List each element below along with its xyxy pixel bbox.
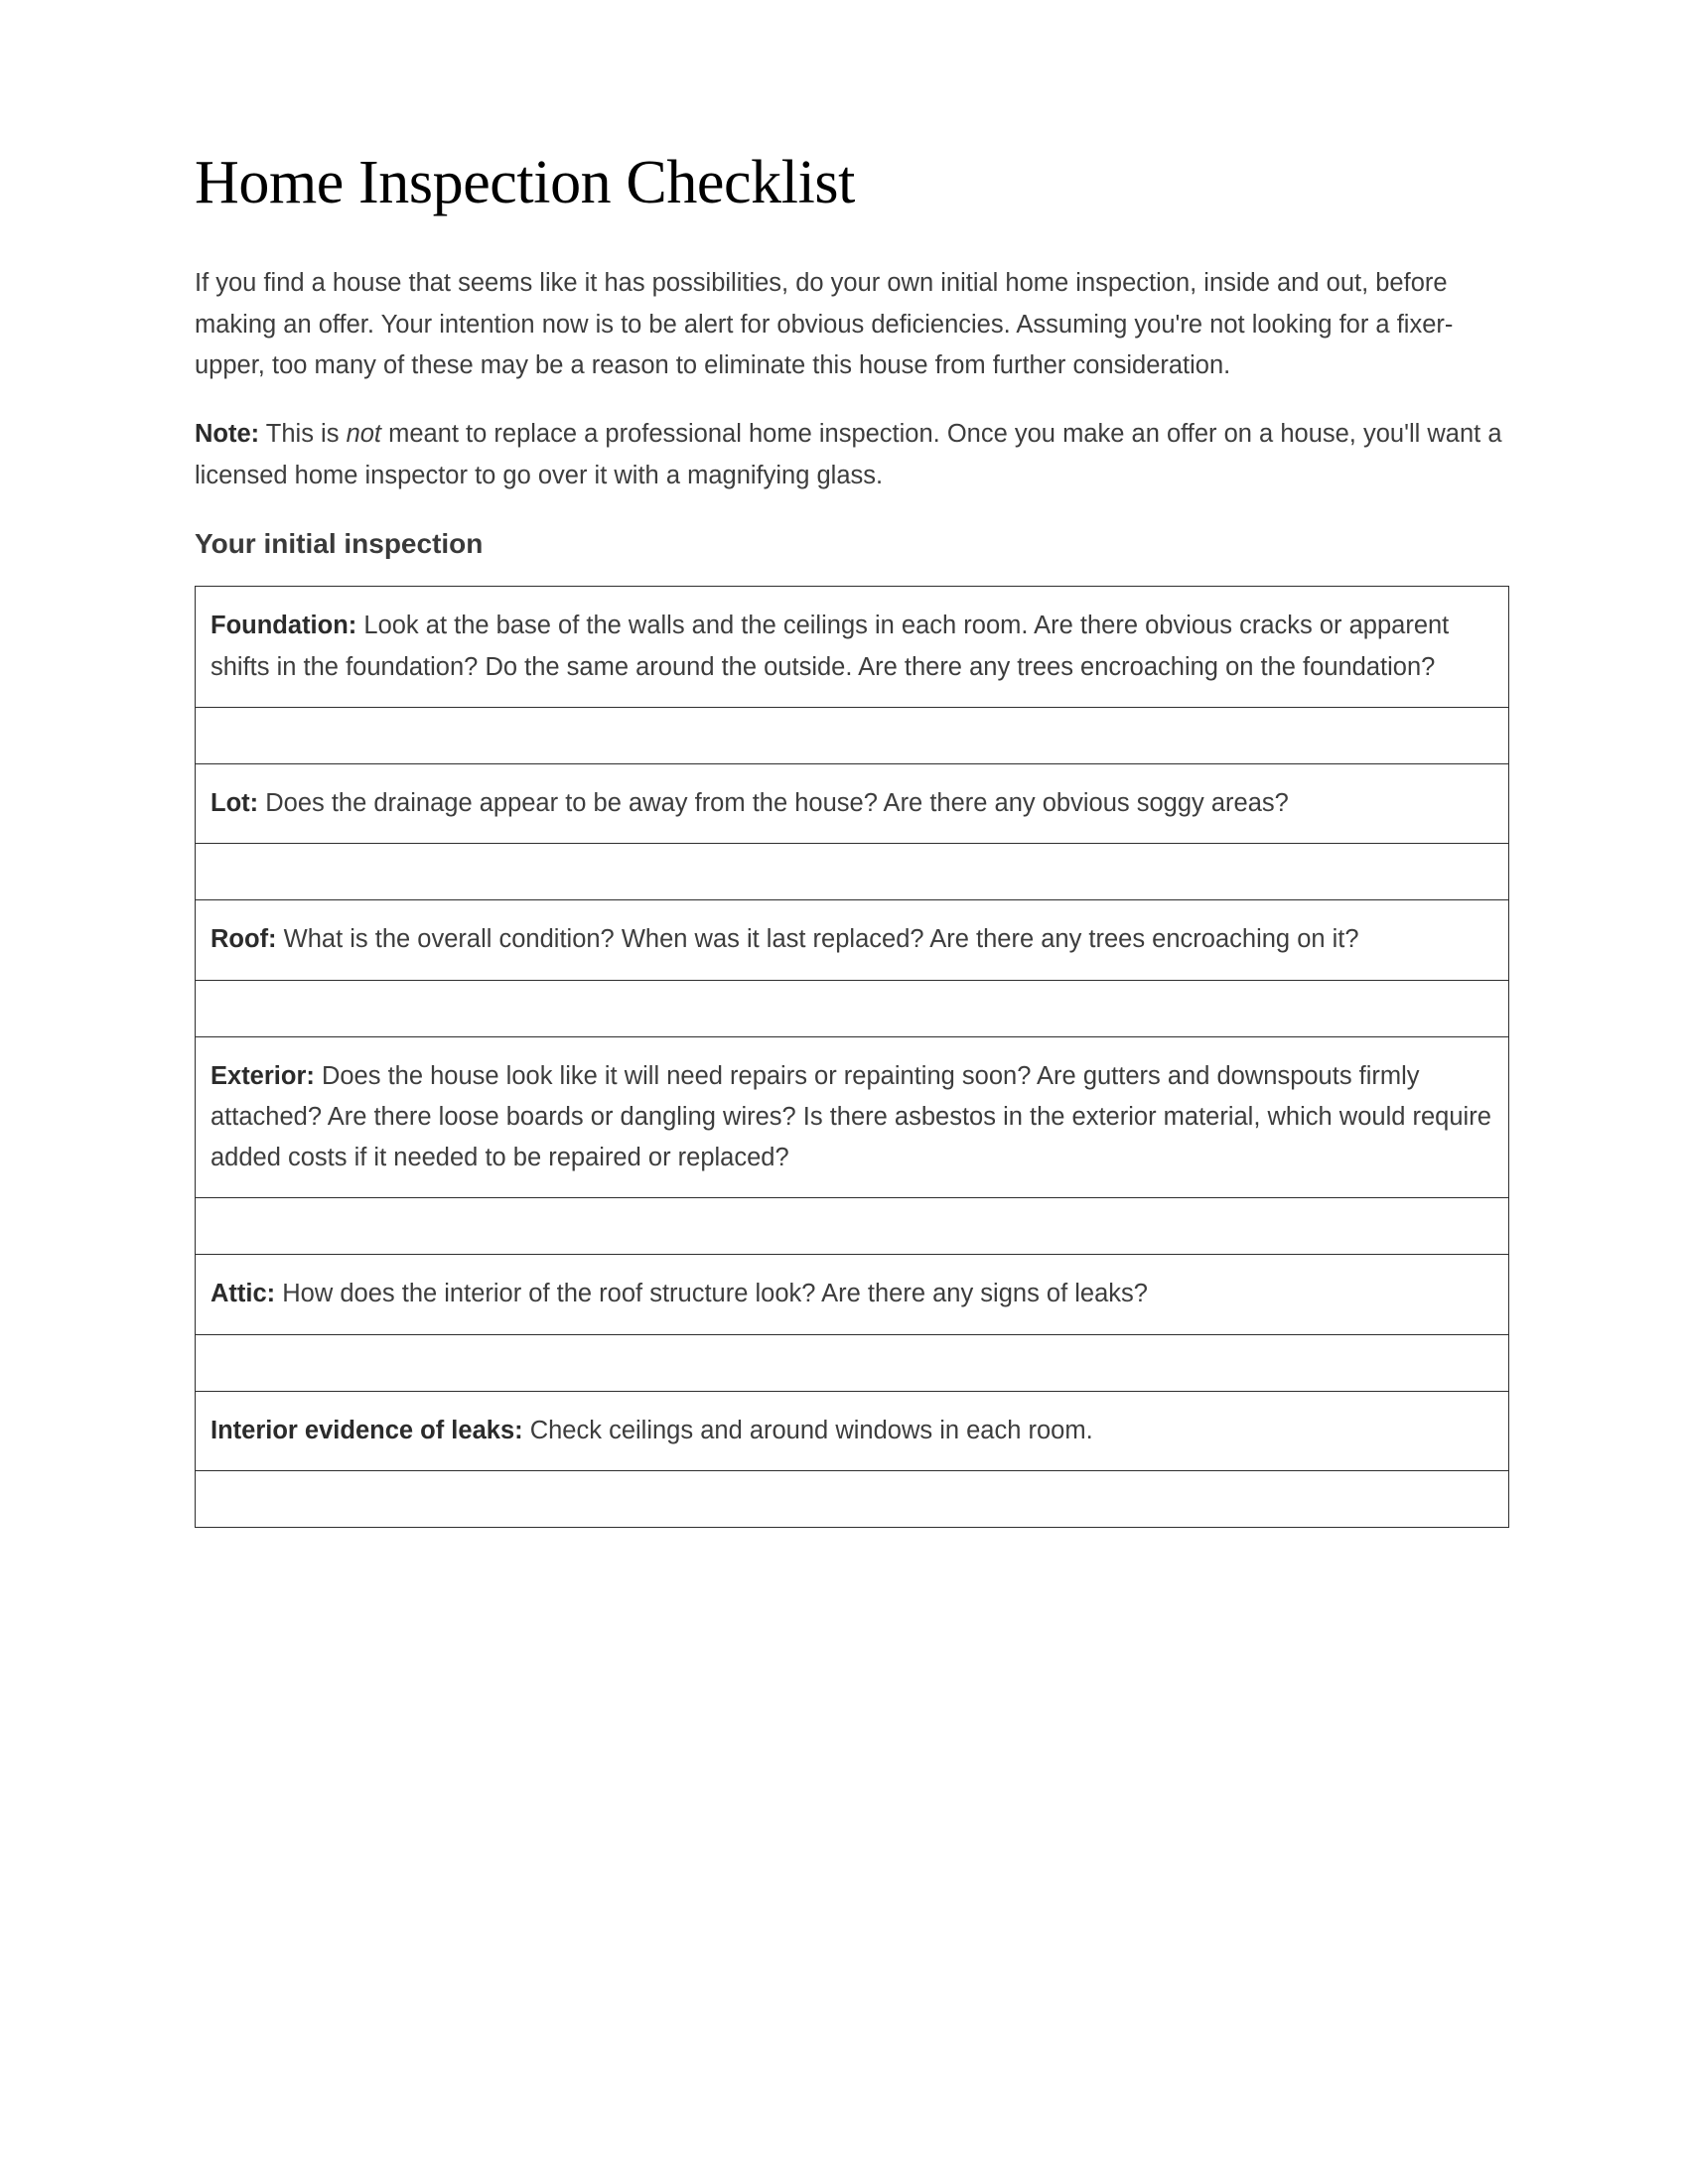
checklist-item-text: Does the drainage appear to be away from the house? Are there any obvious soggy areas? [258, 788, 1289, 817]
checklist-item-text: Does the house look like it will need repairs or repainting soon? Are gutters and downspouts firmly attached? Are there loose boards or dangling wires? Is there asbestos in the exterior material, which would require added costs if it needed to be repaired or replaced? [211, 1061, 1491, 1172]
checklist-item-label: Attic: [211, 1280, 276, 1308]
checklist-table-body [196, 587, 1509, 1528]
table-row [196, 707, 1509, 763]
table-row [196, 763, 1509, 843]
checklist-item-foundation [196, 587, 1509, 708]
table-row [196, 980, 1509, 1036]
checklist-item-label: Interior evidence of leaks: [211, 1416, 523, 1444]
intro-paragraph: If you find a house that seems like it has possibilities, do your own initial home inspection, inside and out, before making an offer. Your intention now is to be alert for obvious deficiencies. Assuming you're not looking for a fixer-upper, too many of these may be a reason to eliminate this house from further consideration. [195, 269, 1454, 380]
checklist-item-lot [196, 763, 1509, 843]
note-label: Note: [195, 420, 260, 449]
inspection-checklist-table [195, 586, 1509, 1528]
checklist-item-text: Look at the base of the walls and the ceilings in each room. Are there obvious cracks or apparent shifts in the foundation? Do the same around the outside. Are there any trees encroaching on the foundation? [211, 612, 1450, 681]
document-content [195, 149, 1509, 1528]
checklist-item-exterior [196, 1036, 1509, 1198]
page-title: Home Inspection Checklist [195, 149, 855, 216]
note-paragraph [195, 414, 1509, 496]
checklist-item-roof [196, 900, 1509, 980]
table-row [196, 1255, 1509, 1334]
section-heading-your-initial-inspection: Your initial inspection [195, 527, 484, 559]
checklist-answer-field-foundation[interactable] [196, 707, 1509, 763]
checklist-answer-field-lot[interactable] [196, 844, 1509, 900]
table-row [196, 1036, 1509, 1198]
table-row [196, 1470, 1509, 1527]
table-row [196, 1198, 1509, 1255]
checklist-answer-field-exterior[interactable] [196, 1198, 1509, 1255]
table-row [196, 1334, 1509, 1391]
checklist-item-text: How does the interior of the roof structure look? Are there any signs of leaks? [275, 1280, 1148, 1308]
note-italic-emphasis: not [346, 420, 382, 449]
checklist-answer-field-interior-evidence-of-leaks[interactable] [196, 1470, 1509, 1527]
checklist-item-label: Lot: [211, 788, 259, 817]
checklist-item-text: Check ceilings and around windows in each room. [522, 1416, 1093, 1444]
checklist-item-attic [196, 1255, 1509, 1334]
note-text-after-italic: meant to replace a professional home inspection. Once you make an offer on a house, you'll want a licensed home inspector to go over it with a magnifying glass. [195, 420, 1502, 489]
table-row [196, 587, 1509, 708]
checklist-answer-field-roof[interactable] [196, 980, 1509, 1036]
table-row [196, 844, 1509, 900]
note-text-before-italic: This is [259, 420, 347, 449]
checklist-item-label: Roof: [211, 925, 277, 954]
table-row [196, 1391, 1509, 1470]
checklist-item-interior-evidence-of-leaks [196, 1391, 1509, 1470]
table-row [196, 900, 1509, 980]
checklist-item-label: Exterior: [211, 1061, 315, 1090]
checklist-item-label: Foundation: [211, 612, 357, 640]
checklist-answer-field-attic[interactable] [196, 1334, 1509, 1391]
checklist-item-text: What is the overall condition? When was it last replaced? Are there any trees encroaching on it? [276, 925, 1359, 954]
